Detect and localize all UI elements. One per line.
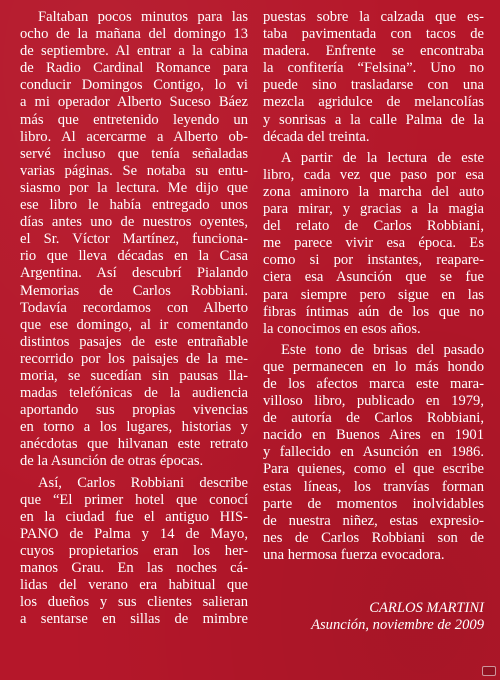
paragraph-1 (20, 9, 248, 471)
text-line: villoso libro, publicado en 1979, (263, 393, 484, 410)
text-line: servé incluso que tenía señaladas (20, 145, 248, 162)
text-line: ese libro le había entregado unos (20, 197, 248, 214)
watermark-icon (482, 666, 496, 676)
text-line: zona aminoro la marcha del auto (263, 183, 484, 200)
text-line: más que entretenido leyendo un (20, 111, 248, 128)
text-line: días antes uno de nuestros oyentes, (20, 214, 248, 231)
text-line: madas telefónicas de la audiencia (20, 385, 248, 402)
text-line: y fallecido en Asunción en 1986. (263, 444, 484, 461)
text-line: PANO de Palma y 14 de Mayo, (20, 525, 248, 542)
text-line: a sentarse en sillas de mimbre (20, 611, 248, 628)
text-line: conducir Domingos Contigo, lo vi (20, 77, 248, 94)
text-line: de los afectos marca este mara- (263, 375, 484, 392)
text-line: taba pavimentada con tacos de (263, 26, 484, 43)
text-line: estas líneas, los tranvías forman (263, 478, 484, 495)
text-line: que ese domingo, al ir comentando (20, 316, 248, 333)
text-line: a mi operador Alberto Suceso Báez (20, 94, 248, 111)
text-line: que “El primer hotel que conocí (20, 491, 248, 508)
text-line: lidas del verano era habitual que (20, 577, 248, 594)
text-column-right (263, 9, 484, 564)
text-line: para mirar, y gracias a la magia (263, 201, 484, 218)
text-line: el Sr. Víctor Martínez, funciona- (20, 231, 248, 248)
text-line: de la Asunción de otras épocas. (20, 453, 204, 470)
text-line: Faltaban pocos minutos para las (38, 9, 248, 25)
text-line: Así, Carlos Robbiani describe (38, 474, 248, 491)
text-line: de nuestra niñez, estas expresio- (263, 512, 484, 529)
text-line: fibras íntimas aún de los que no (263, 303, 484, 320)
text-line: parte de momentos inolvidables (263, 495, 484, 512)
text-line: nacido en Buenos Aires en 1901 (263, 427, 484, 444)
text-line: una hermosa fuerza evocadora. (263, 546, 445, 563)
text-line: moria, se sucedían sin pausas lla- (20, 367, 248, 384)
text-line: de autoría de Carlos Robbiani, (263, 410, 484, 427)
text-line: aportando sus propias vivencias (20, 402, 248, 419)
text-line: rio que lleva décadas en la Casa (20, 248, 248, 265)
text-line: puestas sobre la calzada que es- (263, 9, 484, 25)
text-line: Argentina. Así descubrí Pialando (20, 265, 248, 282)
text-line: A partir de la lectura de este (281, 149, 484, 166)
place-date: Asunción, noviembre de 2009 (311, 617, 484, 634)
watermark-logo (482, 666, 496, 676)
text-line: me parece vivir esa época. Es (263, 235, 484, 252)
text-line: de Radio Cardinal Romance para (20, 60, 248, 77)
text-line: que permanecen en lo más hondo (263, 358, 484, 375)
text-line: ciera esa Asunción que se fue (263, 269, 484, 286)
text-line: puede sino trasladarse con una (263, 77, 484, 94)
paragraph-2 (20, 475, 248, 629)
text-line: manos Grau. En las noches cá- (20, 560, 248, 576)
text-column-left (20, 9, 248, 628)
paragraph-5 (263, 342, 484, 564)
text-line: en la ciudad fue el antiguo HIS- (20, 508, 248, 525)
text-line: anécdotas que hilvanan este retrato (20, 436, 248, 453)
text-line: libro, cada vez que paso por esa (263, 166, 484, 183)
text-line: cuyos propietarios eran los her- (20, 542, 248, 559)
text-line: mezcla agridulce de melancolías (263, 94, 484, 111)
text-line: la conocimos en esos años. (263, 320, 421, 337)
text-line: de septiembre. Al entrar a la cabina (20, 43, 248, 60)
text-line: y sonrisas a la calle Palma de la (263, 111, 484, 128)
author-name: CARLOS MARTINI (369, 600, 484, 616)
paragraph-4 (263, 150, 484, 338)
text-line: madera. Enfrente se encontraba (263, 43, 484, 60)
text-line: distintos pasajes de este entrañable (20, 333, 248, 350)
text-line: siasmo por la lectura. Me dijo que (20, 179, 248, 196)
text-line: la confitería “Felsina”. Uno no (263, 60, 484, 77)
text-line: en torno a los lugares, historias y (20, 419, 248, 436)
text-line: varias páginas. Se notaba su entu- (20, 162, 248, 179)
text-line: como si por instantes, reapare- (263, 252, 484, 269)
text-line: los dueños y sus clientes salieran (20, 594, 248, 611)
paragraph-3-continued (263, 9, 484, 146)
text-line: Para quienes, como el que escribe (263, 461, 484, 478)
text-line: década del treinta. (263, 128, 370, 145)
text-line: ocho de la mañana del domingo 13 (20, 26, 248, 43)
text-line: recorrido por los paisajes de la me- (20, 350, 248, 367)
text-line: nes de Carlos Robbiani son de (263, 529, 484, 546)
author-signature (311, 600, 484, 634)
text-line: para siempre pero sigue en las (263, 286, 484, 303)
text-line: del relato de Carlos Robbiani, (263, 218, 484, 235)
text-line: Todavía recordamos con Alberto (20, 299, 248, 316)
text-line: libro. Al acercarme a Alberto ob- (20, 128, 248, 145)
text-line: Este tono de brisas del pasado (281, 341, 484, 358)
text-line: Memorias de Carlos Robbiani. (20, 282, 248, 299)
